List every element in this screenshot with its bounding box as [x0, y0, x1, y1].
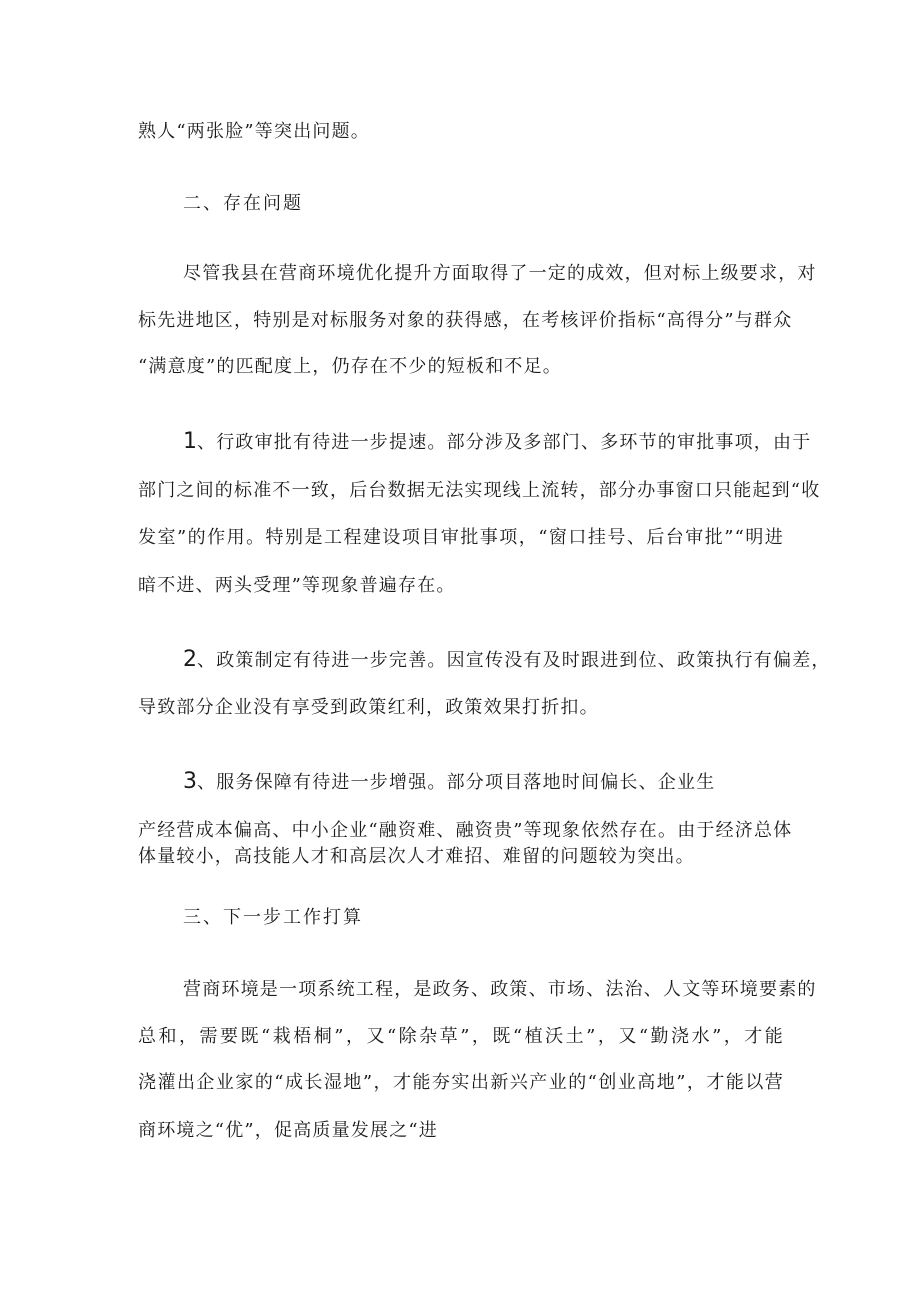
section-heading-problems: 二、存在问题: [183, 193, 303, 214]
paragraph-line: 总和，需要既“栽梧桐”，又“除杂草”，既“植沃土”，又“勤浇水”，才能: [138, 1026, 784, 1047]
section-heading-next-steps: 三、下一步工作打算: [183, 907, 363, 928]
paragraph-continuation: 熟人“两张脸”等突出问题。: [138, 121, 371, 142]
paragraph-line: “满意度”的匹配度上，仍存在不少的短板和不足。: [138, 356, 563, 377]
item-3-line: 体量较小，高技能人才和高层次人才难招、难留的问题较为突出。: [138, 846, 695, 867]
paragraph-line: 尽管我县在营商环境优化提升方面取得了一定的成效，但对标上级要求，对: [183, 263, 817, 284]
item-2-line: 2、政策制定有待进一步完善。因宣传没有及时跟进到位、政策执行有偏差，: [183, 647, 831, 672]
paragraph-line: 标先进地区，特别是对标服务对象的获得感，在考核评价指标“高得分”与群众: [138, 310, 793, 331]
item-3-line: 3、服务保障有待进一步增强。部分项目落地时间偏长、企业生: [183, 769, 716, 794]
paragraph-line: 商环境之“优”，促高质量发展之“进: [138, 1120, 439, 1141]
item-1-line: 发室”的作用。特别是工程建设项目审批事项，“窗口挂号、后台审批”“明进: [138, 527, 784, 548]
item-number: 1: [183, 429, 197, 454]
item-3-line: 产经营成本偏高、中小企业“融资难、融资贵”等现象依然存在。由于经济总体: [138, 820, 793, 841]
paragraph-line: 营商环境是一项系统工程，是政务、政策、市场、法治、人文等环境要素的: [183, 979, 817, 1000]
item-1-line: 部门之间的标准不一致，后台数据无法实现线上流转，部分办事窗口只能起到“收: [138, 480, 821, 501]
item-1-line: 暗不进、两头受理”等现象普遍存在。: [138, 575, 456, 596]
paragraph-line: 浇灌出企业家的“成长湿地”，才能夯实出新兴产业的“创业高地”，才能以营: [138, 1072, 784, 1093]
item-number: 2: [183, 647, 197, 672]
item-2-line: 导致部分企业没有享受到政策红利，政策效果打折扣。: [138, 697, 599, 718]
item-1-line: 1、行政审批有待进一步提速。部分涉及多部门、多环节的审批事项，由于: [183, 429, 812, 454]
item-number: 3: [183, 769, 197, 794]
